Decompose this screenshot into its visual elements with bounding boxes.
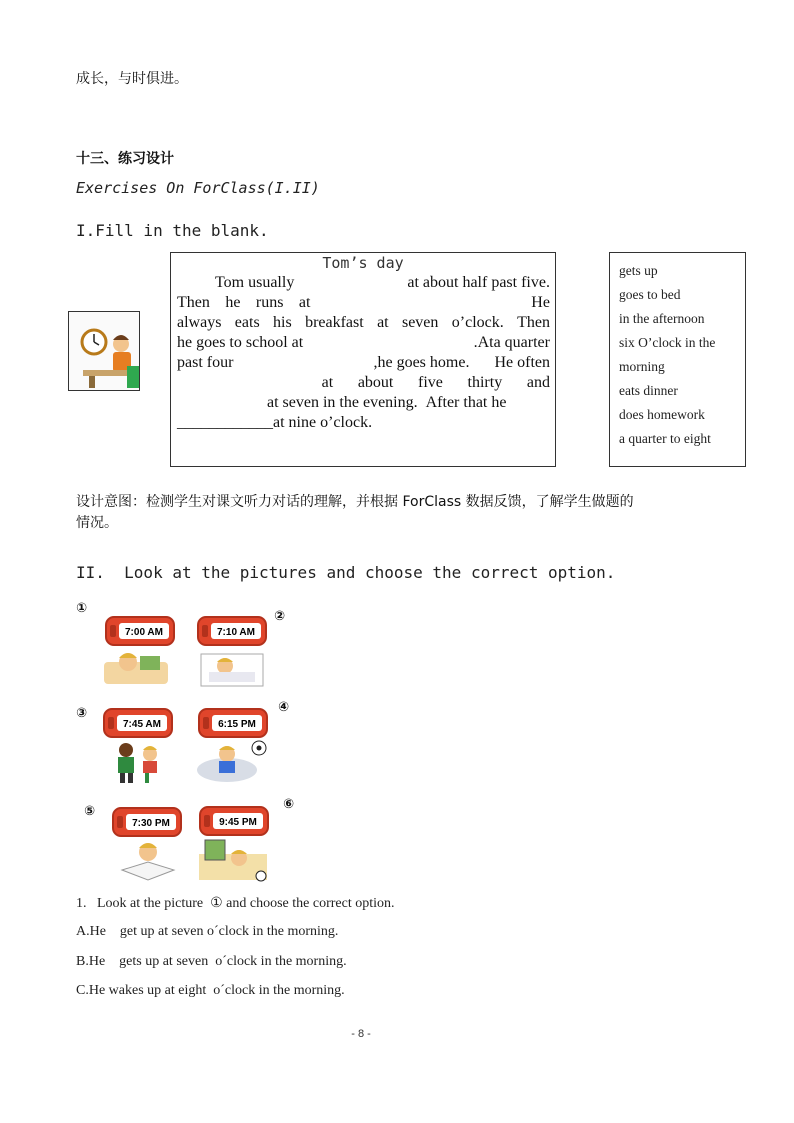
picture-number: ① [76, 601, 88, 616]
svg-text:7:00 AM: 7:00 AM [125, 627, 163, 638]
design-intent-line2: 情况。 [76, 515, 118, 531]
story-line-1: Tom usually at about half past five. [215, 274, 550, 291]
picture-number: ⑥ [283, 797, 295, 812]
intro-line: 成长，与时俱进。 [76, 71, 188, 87]
alarm-clock-icon [105, 615, 175, 647]
blank[interactable] [258, 354, 348, 372]
blank[interactable] [177, 394, 267, 412]
story-line-3: always eats his breakfast at seven o’clock. Then [177, 314, 550, 331]
question-1: 1. Look at the picture ① and choose the correct option. [76, 896, 395, 911]
story-line-7: at seven in the evening. After that he [177, 394, 550, 412]
section-heading: 十三、练习设计 [76, 151, 174, 167]
part1-heading: I.Fill in the blank. [76, 221, 269, 240]
story-line-6: at about five thirty and [177, 374, 550, 392]
walking-kids-picture [108, 742, 168, 788]
picture-number: ② [274, 609, 286, 624]
option-b[interactable]: B.He gets up at seven o´clock in the morning. [76, 954, 347, 969]
alarm-clock-icon [198, 707, 268, 739]
subtitle: Exercises On ForClass(I.II) [76, 179, 320, 197]
word-bank-item: goes to bed [619, 287, 681, 302]
svg-text:9:45 PM: 9:45 PM [219, 817, 257, 828]
design-intent-line1: 设计意图：检测学生对课文听力对话的理解，并根据 ForClass 数据反馈，了解学生做题的 [76, 494, 634, 510]
alarm-clock-icon [112, 806, 182, 838]
story-line-4: he goes to school at .Ata quarter [177, 334, 550, 351]
word-bank-item: in the afternoon [619, 311, 705, 326]
word-bank-item: morning [619, 359, 665, 374]
blank[interactable] [338, 334, 438, 352]
word-bank-item: six O’clock in the [619, 335, 716, 350]
alarm-clock-icon [199, 805, 269, 837]
homework-boy-picture [118, 840, 178, 886]
story-box [170, 252, 556, 467]
bedtime-boy-picture [197, 838, 269, 886]
alarm-clock-icon [197, 615, 267, 647]
story-title: Tom’s day [322, 254, 404, 272]
word-bank-item: eats dinner [619, 383, 678, 398]
word-bank [609, 252, 746, 467]
story-line-8: ____________at nine o’clock. [177, 414, 373, 431]
svg-text:7:45 AM: 7:45 AM [123, 719, 161, 730]
picture-number: ⑤ [84, 804, 96, 819]
soccer-boy-picture [197, 740, 269, 788]
word-bank-item: a quarter to eight [619, 431, 711, 446]
story-line-5: past four ,he goes home. He often [177, 354, 550, 371]
picture-number: ④ [278, 700, 290, 715]
waking-boy-picture [100, 648, 172, 692]
blank[interactable] [177, 374, 297, 392]
part2-heading: II. Look at the pictures and choose the correct option. [76, 563, 616, 582]
svg-text:6:15 PM: 6:15 PM [218, 719, 256, 730]
svg-text:7:30 PM: 7:30 PM [132, 818, 170, 829]
svg-text:7:10 AM: 7:10 AM [217, 627, 255, 638]
alarm-clock-icon [103, 707, 173, 739]
word-bank-item: does homework [619, 407, 705, 422]
getting-up-boy-picture [199, 650, 265, 692]
blank[interactable] [326, 294, 516, 312]
story-line-2: Then he runs at He [177, 294, 550, 311]
word-bank-item: gets up [619, 263, 658, 278]
blank[interactable] [316, 274, 386, 292]
boy-clock-illustration [68, 311, 140, 391]
picture-number: ③ [76, 706, 88, 721]
option-c[interactable]: C.He wakes up at eight o´clock in the morning. [76, 983, 345, 998]
option-a[interactable]: A.He get up at seven o´clock in the morning. [76, 924, 339, 939]
page-number: - 8 - [351, 1028, 371, 1040]
